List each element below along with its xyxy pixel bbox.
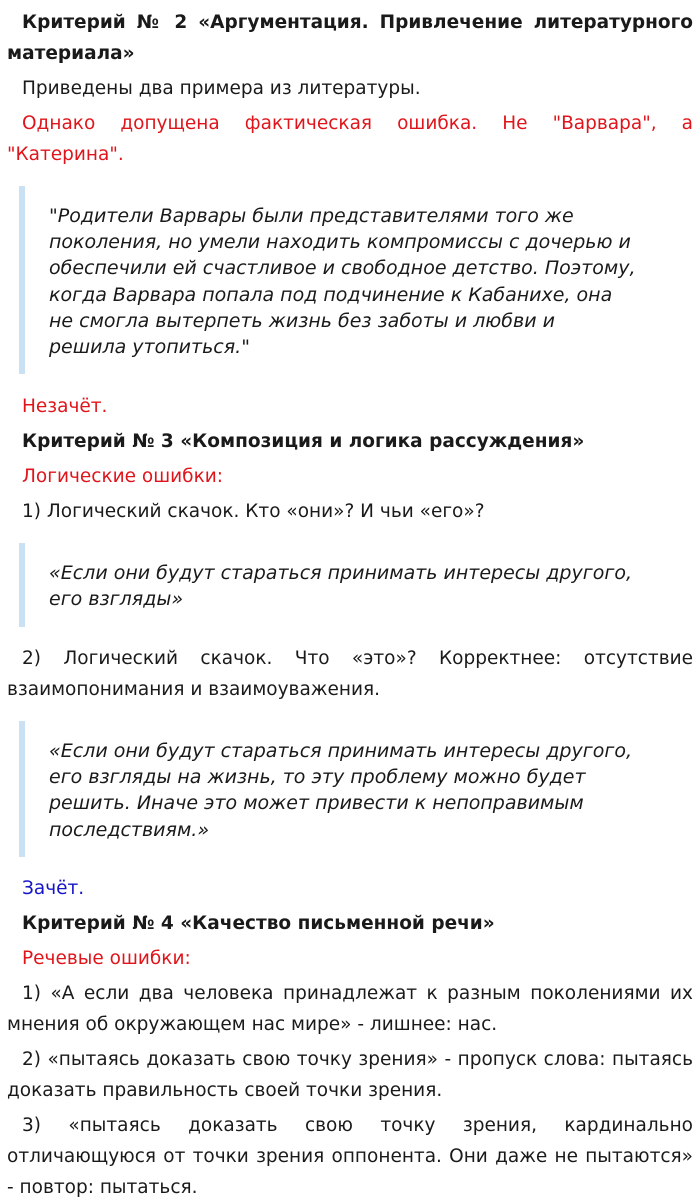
criterion-2-quote xyxy=(19,186,693,374)
criterion-4-item-2: 2) «пытаясь доказать свою точку зрения» - пропуск слова: пытаясь доказать правильность своей точки зрения. xyxy=(7,1049,693,1101)
review-document xyxy=(0,7,700,1203)
quote-text: «Если они будут стараться принимать интересы другого, его взгляды» xyxy=(49,562,632,611)
criterion-3-errors-label: Логические ошибки: xyxy=(22,466,224,487)
criterion-4-item-1: 1) «А если два человека принадлежат к разным поколениями их мнения об окружающем нас мире» - лишнее: нас. xyxy=(7,983,693,1035)
criterion-3-heading: Критерий № 3 «Композиция и логика рассуждения» xyxy=(22,431,585,452)
criterion-3-item-2: 2) Логический скачок. Что «это»? Корректнее: отсутствие взаимопонимания и взаимоуважения. xyxy=(7,648,693,700)
criterion-3-quote-2 xyxy=(19,721,693,857)
criterion-3-item-1: 1) Логический скачок. Кто «они»? И чьи «его»? xyxy=(22,501,485,522)
quote-text: "Родители Варвары были представителями того же поколения, но умели находить компромиссы с дочерью и обеспечили ей счастливое и свободное детство. Поэтому, когда Варвара попала под подчинение к Кабанихе, она не смогла вытерпеть жизнь без заботы и любви и решила утопиться." xyxy=(49,205,636,359)
criterion-2-heading: Критерий № 2 «Аргументация. Привлечение литературного материала» xyxy=(7,12,693,64)
quote-text: «Если они будут стараться принимать интересы другого, его взгляды на жизнь, то эту проблему можно будет решить. Иначе это может привести к непоправимым последствиям.» xyxy=(49,740,632,841)
criterion-4-heading: Критерий № 4 «Качество письменной речи» xyxy=(22,913,495,934)
criterion-4-item-3: 3) «пытаясь доказать свою точку зрения, кардинально отличающуюся от точки зрения оппонента. Они даже не пытаются» - повтор: пытаться. xyxy=(7,1115,693,1198)
criterion-4-errors-label: Речевые ошибки: xyxy=(22,948,191,969)
criterion-2-result: Незачёт. xyxy=(22,396,108,417)
criterion-3-quote-1 xyxy=(19,543,693,627)
criterion-2-factual-error: Однако допущена фактическая ошибка. Не "Варвара", а "Катерина". xyxy=(7,113,693,165)
criterion-3-result: Зачёт. xyxy=(22,878,85,899)
criterion-2-comment: Приведены два примера из литературы. xyxy=(22,78,421,99)
